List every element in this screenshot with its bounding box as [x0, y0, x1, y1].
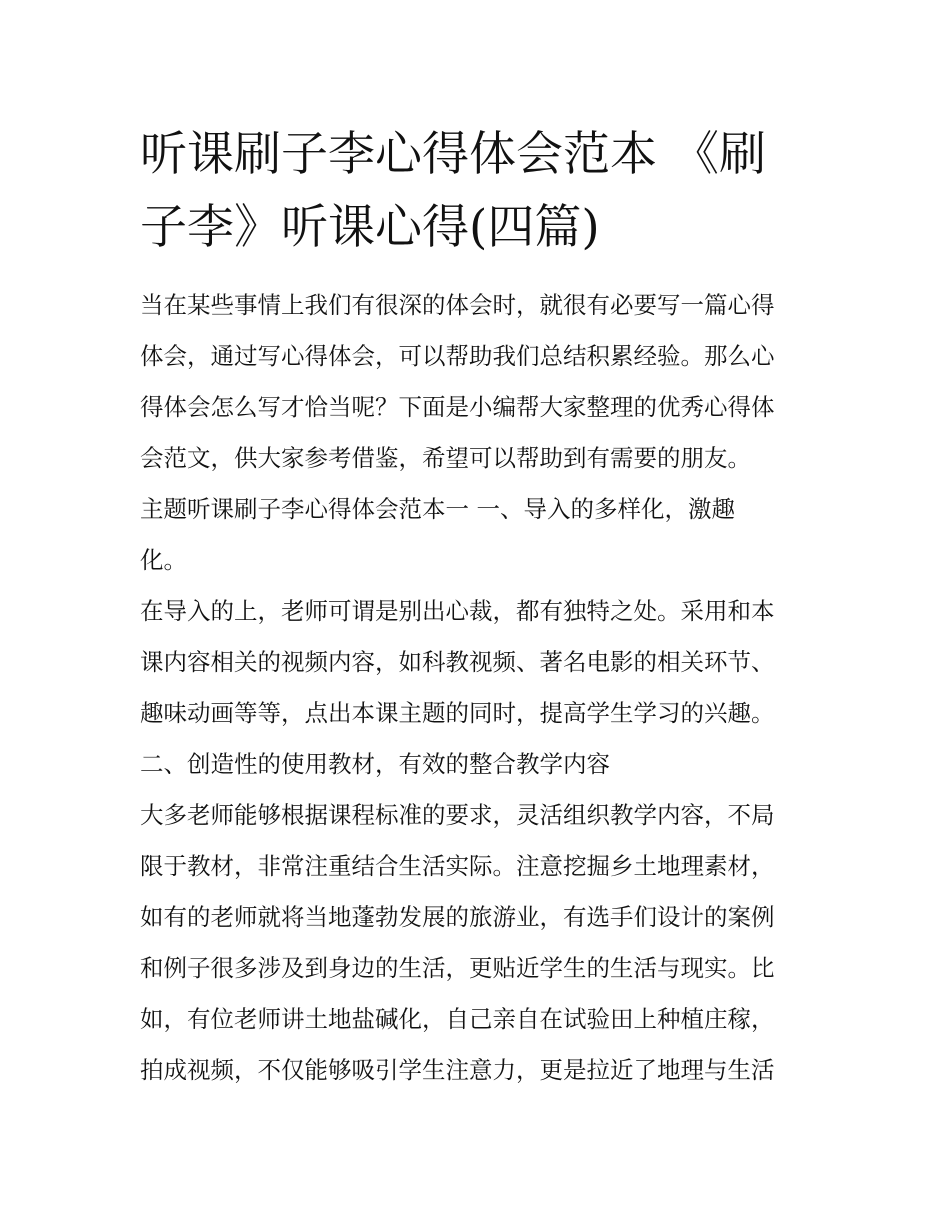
body-line: 会范文，供大家参考借鉴，希望可以帮助到有需要的朋友。 — [140, 444, 751, 472]
body-line: 如有的老师就将当地蓬勃发展的旅游业，有选手们设计的案例 — [140, 903, 775, 931]
body-line: 趣味动画等等，点出本课主题的同时，提高学生学习的兴趣。 — [140, 699, 775, 727]
body-line: 二、创造性的使用教材，有效的整合教学内容 — [140, 750, 610, 778]
body-line: 限于教材，非常注重结合生活实际。注意挖掘乡土地理素材， — [140, 852, 775, 880]
body-line: 得体会怎么写才恰当呢？下面是小编帮大家整理的优秀心得体 — [140, 393, 775, 421]
body-line: 如，有位老师讲土地盐碱化，自己亲自在试验田上种植庄稼， — [140, 1005, 775, 1033]
body-line: 拍成视频，不仅能够吸引学生注意力，更是拉近了地理与生活 — [140, 1056, 775, 1084]
body-line: 当在某些事情上我们有很深的体会时，就很有必要写一篇心得 — [140, 291, 775, 319]
title-line-1: 听课刷子李心得体会范本 《刷 — [140, 127, 766, 182]
body-line: 课内容相关的视频内容，如科教视频、著名电影的相关环节、 — [140, 648, 775, 676]
body-line: 主题听课刷子李心得体会范本一 一、导入的多样化，激趣 — [140, 495, 735, 523]
body-line: 大多老师能够根据课程标准的要求，灵活组织教学内容，不局 — [140, 801, 775, 829]
body-line: 在导入的上，老师可谓是别出心裁，都有独特之处。采用和本 — [140, 597, 775, 625]
body-line: 和例子很多涉及到身边的生活，更贴近学生的生活与现实。比 — [140, 954, 775, 982]
body-line: 化。 — [140, 546, 187, 574]
title-line-2: 子李》听课心得(四篇) — [140, 200, 600, 255]
document-title — [140, 118, 820, 264]
document-body — [140, 280, 820, 1096]
body-line: 体会，通过写心得体会，可以帮助我们总结积累经验。那么心 — [140, 342, 775, 370]
